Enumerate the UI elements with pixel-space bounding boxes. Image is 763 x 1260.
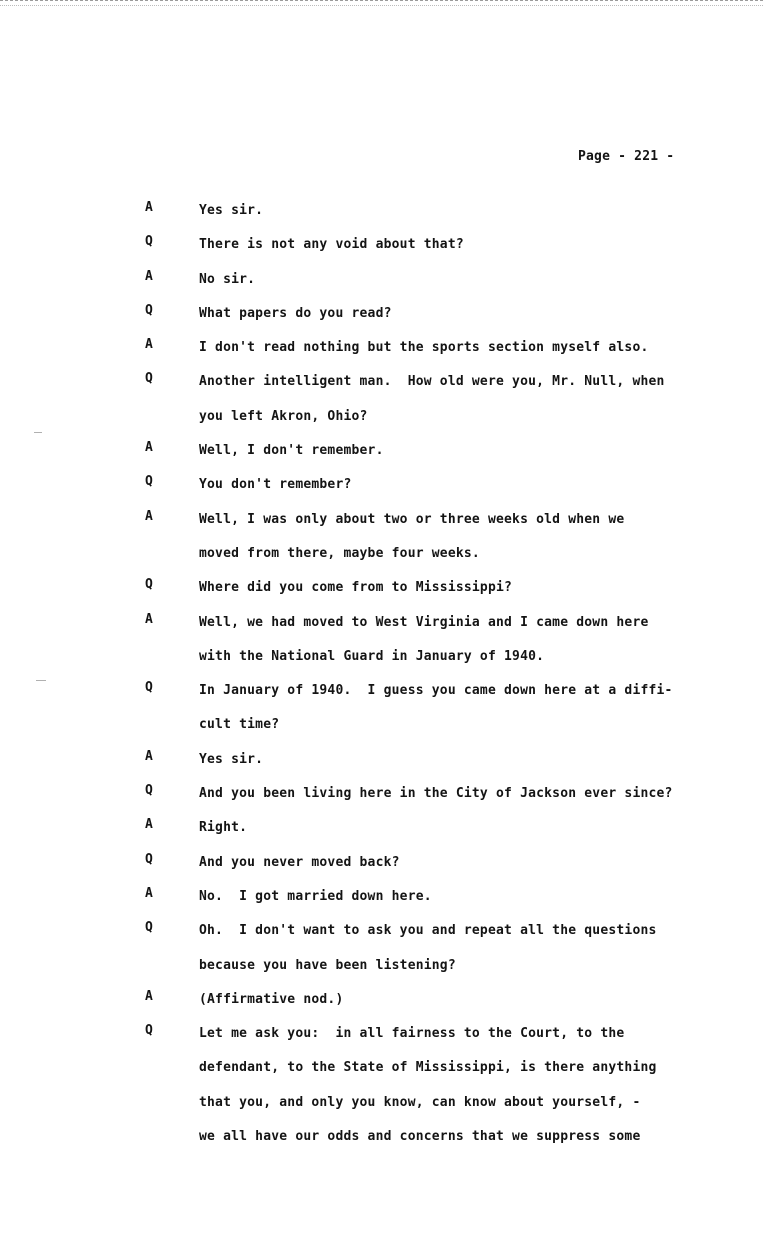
testimony-line: moved from there, maybe four weeks. bbox=[199, 545, 480, 561]
transcript-entry bbox=[0, 337, 763, 371]
speaker-label: Q bbox=[145, 920, 154, 936]
speaker-label: Q bbox=[145, 234, 154, 250]
testimony-line: that you, and only you know, can know about yourself, - bbox=[199, 1094, 641, 1110]
transcript-entry bbox=[0, 989, 763, 1023]
transcript-entry bbox=[0, 680, 763, 749]
testimony-line: you left Akron, Ohio? bbox=[199, 408, 368, 424]
transcript-entry bbox=[0, 920, 763, 989]
testimony-line: Right. bbox=[199, 820, 248, 836]
speaker-label: A bbox=[145, 611, 154, 627]
transcript-entry bbox=[0, 577, 763, 611]
testimony-line: with the National Guard in January of 1940. bbox=[199, 648, 545, 664]
testimony-line: And you been living here in the City of Jackson ever since? bbox=[199, 786, 673, 802]
testimony-line: No. I got married down here. bbox=[199, 888, 432, 904]
speaker-label: A bbox=[145, 817, 154, 833]
speaker-label: Q bbox=[145, 1023, 154, 1039]
testimony-line: Let me ask you: in all fairness to the Court, to the bbox=[199, 1026, 625, 1042]
speaker-label: Q bbox=[145, 302, 154, 318]
testimony-line: No sir. bbox=[199, 271, 256, 287]
speaker-label: A bbox=[145, 885, 154, 901]
speaker-label: Q bbox=[145, 371, 154, 387]
transcript-entry bbox=[0, 371, 763, 440]
testimony-line: Well, I don't remember. bbox=[199, 443, 384, 459]
speaker-label: Q bbox=[145, 680, 154, 696]
testimony-line: Well, I was only about two or three weeks old when we bbox=[199, 511, 625, 527]
testimony-line: Where did you come from to Mississippi? bbox=[199, 580, 513, 596]
transcript-entry bbox=[0, 749, 763, 783]
speaker-label: A bbox=[145, 508, 154, 524]
testimony-line: Well, we had moved to West Virginia and I came down here bbox=[199, 614, 649, 630]
speaker-label: Q bbox=[145, 577, 154, 593]
speaker-label: A bbox=[145, 988, 154, 1004]
testimony-line: There is not any void about that? bbox=[199, 237, 464, 253]
transcript-entry bbox=[0, 852, 763, 886]
testimony-line: Yes sir. bbox=[199, 203, 264, 218]
testimony-line: we all have our odds and concerns that we suppress some bbox=[199, 1129, 641, 1145]
testimony-line: defendant, to the State of Mississippi, is there anything bbox=[199, 1060, 657, 1076]
transcript-entry bbox=[0, 269, 763, 303]
transcript-entry bbox=[0, 303, 763, 337]
speaker-label: Q bbox=[145, 474, 154, 490]
transcript-entry bbox=[0, 612, 763, 681]
testimony-line: What papers do you read? bbox=[199, 305, 392, 321]
transcript-entry bbox=[0, 783, 763, 817]
speaker-label: Q bbox=[145, 783, 154, 799]
speaker-label: A bbox=[145, 268, 154, 284]
testimony-line: In January of 1940. I guess you came down here at a diffi- bbox=[199, 683, 673, 699]
transcript-entry bbox=[0, 474, 763, 508]
scan-top-edge bbox=[0, 0, 763, 6]
testimony-line: And you never moved back? bbox=[199, 854, 400, 870]
transcript-entry bbox=[0, 886, 763, 920]
transcript-entry bbox=[0, 200, 763, 234]
testimony-line: You don't remember? bbox=[199, 477, 352, 493]
transcript-entry bbox=[0, 1023, 763, 1160]
speaker-label: A bbox=[145, 337, 154, 353]
testimony-line: I don't read nothing but the sports section myself also. bbox=[199, 340, 649, 356]
transcript-entry bbox=[0, 440, 763, 474]
transcript-entry bbox=[0, 509, 763, 578]
speaker-label: A bbox=[145, 200, 154, 215]
transcript-entry bbox=[0, 817, 763, 851]
transcript-entry bbox=[0, 234, 763, 268]
speaker-label: A bbox=[145, 440, 154, 456]
testimony-line: (Affirmative nod.) bbox=[199, 991, 344, 1007]
transcript-body bbox=[0, 200, 763, 1160]
testimony-line: Yes sir. bbox=[199, 751, 264, 767]
testimony-line: cult time? bbox=[199, 717, 280, 733]
speaker-label: Q bbox=[145, 851, 154, 867]
page-number: Page - 221 - bbox=[578, 149, 675, 164]
testimony-line: Another intelligent man. How old were you, Mr. Null, when bbox=[199, 374, 665, 390]
testimony-line: Oh. I don't want to ask you and repeat all the questions bbox=[199, 923, 657, 939]
testimony-line: because you have been listening? bbox=[199, 957, 456, 973]
speaker-label: A bbox=[145, 748, 154, 764]
